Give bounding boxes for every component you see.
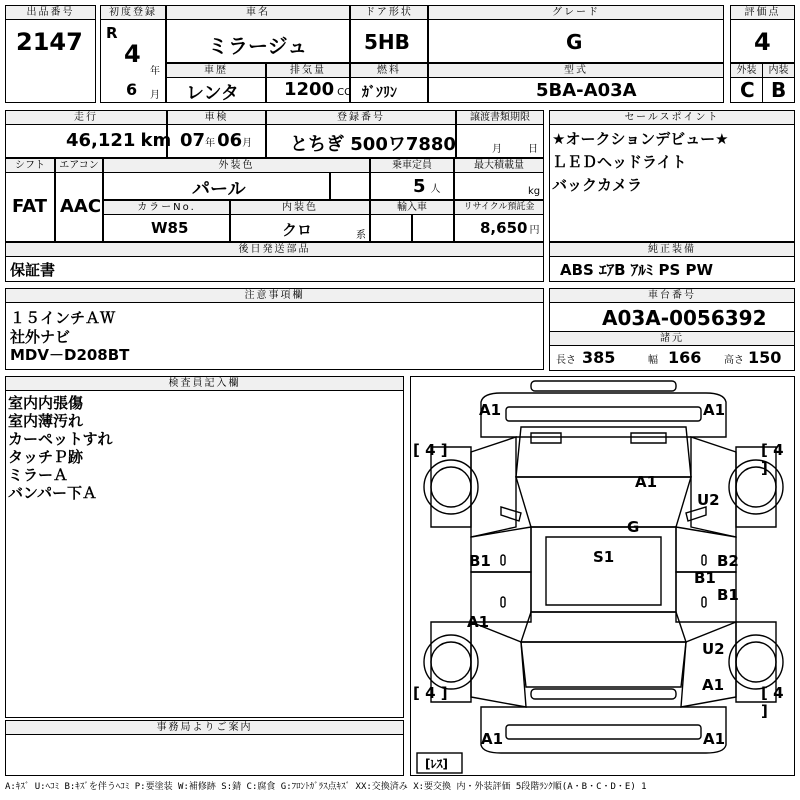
- mark-spare: [ﾚｽ]: [425, 757, 448, 771]
- sales-point-2: ＬＥＤヘッドライト: [552, 153, 687, 171]
- car-name-label: 車名: [166, 5, 350, 20]
- mark-tire-fr: [ 4 ]: [761, 441, 784, 477]
- equipment-value: ABS ｴｱB ｱﾙﾐ PS PW: [560, 261, 714, 279]
- history-value: レンタ: [186, 83, 239, 104]
- sales-point-1: ★オークションデビュー★: [552, 130, 729, 148]
- sales-point-3: バックカメラ: [552, 176, 643, 194]
- aircon-value: AAC: [60, 196, 102, 217]
- transfer-label: 譲渡書類期限: [456, 110, 544, 125]
- ext-color-value: パール: [192, 179, 246, 200]
- inspector-line-2: 室内薄汚れ: [8, 412, 84, 430]
- fuel-label: 燃料: [350, 63, 428, 78]
- chassis-value: A03A-0056392: [602, 306, 767, 330]
- first-reg-year: 4: [124, 40, 141, 68]
- specs-width: 幅 166: [648, 348, 702, 367]
- ext-color-box-2: [330, 172, 370, 200]
- mark-tire-rl: [ 4 ]: [413, 684, 448, 702]
- recycle-value: 8,650 円: [480, 219, 540, 237]
- inspector-line-6: バンパー下Ａ: [8, 484, 97, 502]
- mark-windshield: G: [627, 518, 640, 536]
- transfer-month-unit: 月: [492, 144, 502, 155]
- int-color-unit: 系: [356, 230, 366, 241]
- car-outline-svg: [411, 377, 796, 777]
- specs-height: 高さ 150: [724, 348, 782, 367]
- inspector-label: 検査員記入欄: [5, 376, 404, 391]
- first-reg-month: 6: [126, 80, 138, 99]
- recycle-label: リサイクル預託金: [454, 200, 544, 215]
- notes-line-2: 社外ナビ: [10, 328, 71, 346]
- first-reg-month-unit: 月: [150, 90, 160, 101]
- mark-right-quarter: U2: [702, 640, 725, 658]
- int-color-label: 内装色: [230, 200, 370, 215]
- interior-label: 内装: [762, 63, 795, 78]
- car-name: ミラージュ: [208, 34, 308, 58]
- model-code-value: 5BA-A03A: [536, 80, 637, 101]
- max-load-label: 最大積載量: [454, 158, 544, 173]
- lot-label: 出品番号: [5, 5, 96, 20]
- capacity-label: 乗車定員: [370, 158, 454, 173]
- color-no-label: カラーNo.: [103, 200, 230, 215]
- mark-rear-right-bumper: A1: [703, 730, 726, 748]
- mark-rear-left-bumper: A1: [481, 730, 504, 748]
- first-reg-year-unit: 年: [150, 66, 160, 77]
- specs-length: 長さ 385: [556, 348, 616, 367]
- sales-points-label: セールスポイント: [549, 110, 795, 125]
- first-reg-label: 初度登録: [100, 5, 166, 20]
- mark-right-pillar: B1: [694, 569, 716, 587]
- mark-left-front-door: B1: [469, 552, 491, 570]
- door-value: 5HB: [364, 30, 410, 54]
- inspector-line-5: ミラーＡ: [8, 466, 69, 484]
- inspector-line-1: 室内内張傷: [8, 394, 84, 412]
- equipment-label: 純正装備: [549, 242, 795, 257]
- mark-front-left-bumper: A1: [479, 401, 502, 419]
- first-reg-era: R: [106, 24, 118, 42]
- fuel-value: ｶﾞｿﾘﾝ: [362, 85, 397, 101]
- capacity-box: [370, 172, 454, 200]
- history-label: 車歴: [166, 63, 266, 78]
- office-box: [5, 734, 404, 776]
- mark-hood: A1: [635, 473, 658, 491]
- mark-tire-fl: [ 4 ]: [413, 441, 448, 459]
- later-parts-box: [5, 256, 544, 282]
- score-value: 4: [754, 28, 771, 56]
- mark-front-right-bumper: A1: [703, 401, 726, 419]
- displacement-label: 排気量: [266, 63, 350, 78]
- mark-right-front-door: B2: [717, 552, 739, 570]
- inspector-line-4: タッチＰ跡: [8, 448, 84, 466]
- score-label: 評価点: [730, 5, 795, 20]
- mark-left-rear-door: A1: [467, 613, 490, 631]
- registration-label: 登録番号: [266, 110, 456, 125]
- mark-roof: S1: [593, 548, 615, 566]
- mark-right-rear-door: B1: [717, 586, 739, 604]
- grade-label: グレード: [428, 5, 724, 20]
- legend-text: A:ｷｽﾞ U:ﾍｺﾐ B:ｷｽﾞを伴うﾍｺﾐ P:要塗装 W:補修跡 S:錆 C:腐食 G:ﾌﾛﾝﾄｶﾞﾗｽ点ｷｽﾞ XX:交換済み X:要交換 内・外装評価 5段階ﾗﾝｸ順(A・B・C・D・E) 1: [5, 782, 647, 792]
- chassis-label: 車台番号: [549, 288, 795, 303]
- exterior-label: 外装: [730, 63, 763, 78]
- mark-right-rear-quarter: A1: [702, 676, 725, 694]
- mark-tire-rr: [ 4 ]: [761, 684, 784, 720]
- car-condition-diagram: [410, 376, 795, 776]
- door-label: ドア形状: [350, 5, 428, 20]
- ext-color-label: 外装色: [103, 158, 370, 173]
- color-no-value: W85: [151, 219, 189, 237]
- mark-right-fender: U2: [697, 491, 720, 509]
- import-box: [370, 214, 412, 242]
- exterior-score: C: [740, 78, 755, 102]
- inspector-line-3: カーペットすれ: [8, 430, 113, 448]
- displacement-value: 1200 CC: [284, 79, 352, 100]
- inspection-value: 07年 06月: [180, 130, 253, 151]
- shift-value: FAT: [12, 196, 48, 217]
- later-parts-value: 保証書: [10, 261, 56, 279]
- mileage-label: 走行: [5, 110, 167, 125]
- office-label: 事務局よりご案内: [5, 720, 404, 735]
- import-label: 輸入車: [370, 200, 454, 215]
- model-code-label: 型式: [428, 63, 724, 78]
- notes-line-3: MDV－D208BT: [10, 346, 130, 364]
- registration-value: とちぎ 500ワ7880: [290, 134, 456, 155]
- aircon-label: エアコン: [55, 158, 103, 173]
- shift-label: シフト: [5, 158, 55, 173]
- grade-value: G: [566, 30, 583, 54]
- capacity-value: 5 人: [413, 176, 441, 197]
- notes-label: 注意事項欄: [5, 288, 544, 303]
- lot-number: 2147: [16, 28, 83, 56]
- transfer-day-unit: 日: [528, 144, 538, 155]
- int-color-value: クロ: [282, 221, 313, 239]
- import-box-2: [412, 214, 454, 242]
- specs-label: 諸元: [549, 331, 795, 346]
- max-load-unit: kg: [528, 186, 541, 197]
- inspection-label: 車検: [167, 110, 266, 125]
- mileage-value: 46,121 km: [66, 130, 172, 151]
- interior-score: B: [771, 78, 787, 102]
- notes-line-1: １５インチＡＷ: [10, 309, 116, 327]
- later-parts-label: 後日発送部品: [5, 242, 544, 257]
